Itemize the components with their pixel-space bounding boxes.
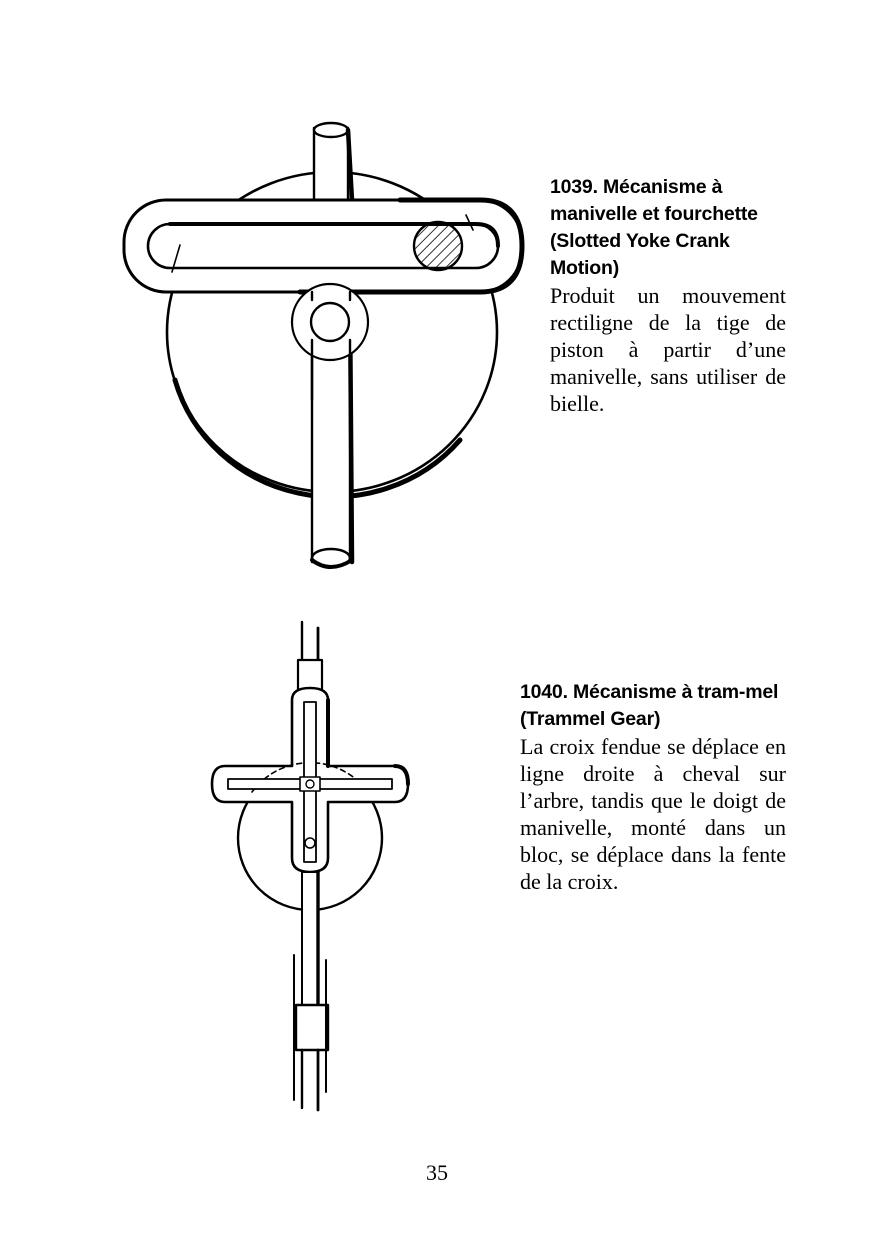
entry-1039 (550, 174, 786, 417)
entry-1040-description: La croix fendue se déplace en ligne droite à cheval sur l’arbre, tandis que le doigt de manivelle, monté dans un bloc, se déplace dans la fente de la croix. (520, 734, 786, 894)
entry-1039-description: Produit un mouvement rectiligne de la tige de piston à partir d’une manivelle, sans utiliser de bielle. (550, 283, 786, 416)
page-number: 35 (426, 1160, 448, 1185)
entry-1040-title: 1040. Mécanisme à tram-mel (Trammel Gear) (520, 681, 779, 730)
slotted-yoke-crank-illustration (110, 110, 530, 585)
entry-1039-title: 1039. Mécanisme à manivelle et fourchette (Slotted Yoke Crank Motion) (550, 176, 758, 279)
trammel-gear-illustration (200, 615, 420, 1120)
crank-finger (305, 838, 315, 848)
crank-pin (414, 222, 462, 270)
shaft (311, 303, 349, 341)
guide-block (296, 1005, 328, 1050)
entry-1040 (520, 679, 786, 895)
